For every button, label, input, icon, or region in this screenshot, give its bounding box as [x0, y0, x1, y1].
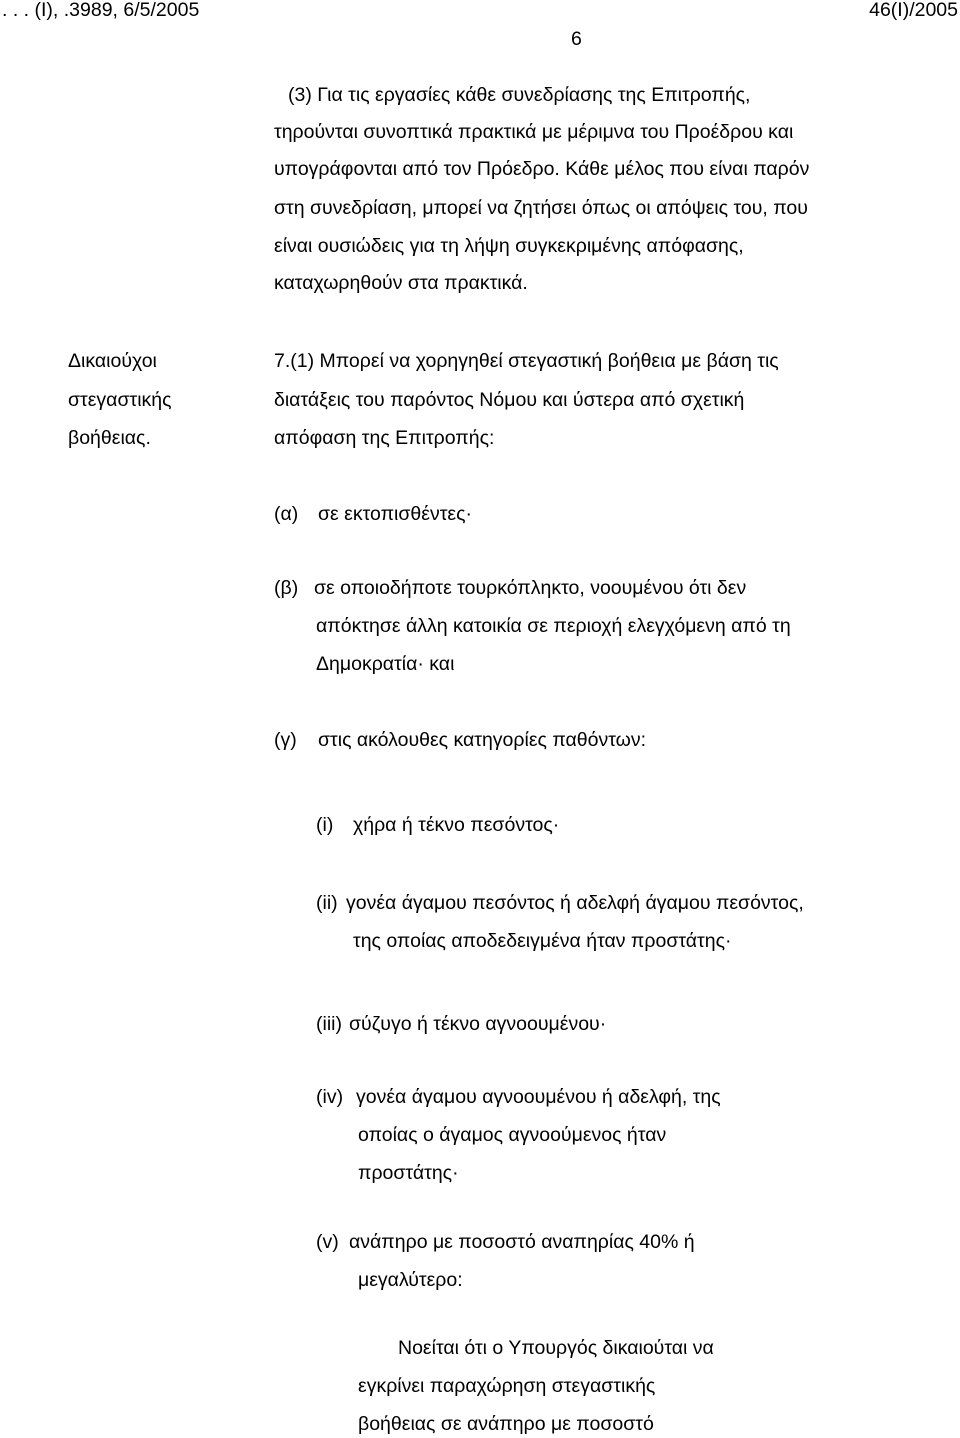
item-b-text: απόκτησε άλλη κατοικία σε περιοχή ελεγχόμενη από τη [316, 615, 791, 637]
item-a-text: σε εκτοπισθέντες· [318, 503, 472, 525]
item-g-text: στις ακόλουθες κατηγορίες παθόντων: [318, 729, 647, 751]
item-b-text: Δημοκρατία· και [316, 653, 455, 675]
margin-note-line: Δικαιούχοι [68, 350, 157, 372]
subsection-3-line: είναι ουσιώδεις για τη λήψη συγκεκριμένης απόφασης, [274, 235, 744, 257]
subitem-label-iv: (iv) [316, 1086, 344, 1108]
subsection-3-line: (3) Για τις εργασίες κάθε συνεδρίασης της Επιτροπής, [288, 84, 751, 106]
margin-note-line: βοήθειας. [68, 427, 151, 449]
subitem-i-text: χήρα ή τέκνο πεσόντος· [353, 814, 560, 836]
proviso-line: εγκρίνει παραχώρηση στεγαστικής [358, 1375, 656, 1397]
item-label-b: (β) [274, 577, 299, 599]
subitem-iii-text: σύζυγο ή τέκνο αγνοουμένου· [349, 1013, 607, 1035]
subitem-label-iii: (iii) [316, 1013, 342, 1035]
item-label-a: (α) [274, 503, 299, 525]
item-label-g: (γ) [274, 729, 297, 751]
margin-note-line: στεγαστικής [68, 389, 172, 411]
page-number: 6 [571, 28, 582, 50]
subitem-iv-text: προστάτης· [358, 1162, 459, 1184]
section-7-line: διατάξεις του παρόντος Νόμου και ύστερα από σχετική [274, 389, 745, 411]
proviso-line: Νοείται ότι ο Υπουργός δικαιούται να [398, 1337, 714, 1359]
subitem-v-text: μεγαλύτερο: [358, 1269, 463, 1291]
subitem-label-ii: (ii) [316, 892, 338, 914]
subitem-label-v: (v) [316, 1231, 339, 1253]
subitem-ii-text: γονέα άγαμου πεσόντος ή αδελφή άγαμου πεσόντος, [346, 892, 804, 914]
section-7-line: απόφαση της Επιτροπής: [274, 427, 495, 449]
proviso-line: βοήθειας σε ανάπηρο με ποσοστό [358, 1413, 654, 1435]
subitem-iv-text: οποίας ο άγαμος αγνοούμενος ήταν [358, 1124, 667, 1146]
subitem-ii-text: της οποίας αποδεδειγμένα ήταν προστάτης· [353, 930, 732, 952]
header-left: . . . (I), .3989, 6/5/2005 [2, 0, 200, 21]
subsection-3-line: υπογράφονται από τον Πρόεδρο. Κάθε μέλος που είναι παρόν [274, 158, 810, 180]
subitem-v-text: ανάπηρο με ποσοστό αναπηρίας 40% ή [349, 1231, 695, 1253]
subitem-label-i: (i) [316, 814, 334, 836]
subsection-3-line: καταχωρηθούν στα πρακτικά. [274, 272, 528, 294]
subsection-3-line: τηρούνται συνοπτικά πρακτικά με μέριμνα του Προέδρου και [274, 121, 794, 143]
subitem-iv-text: γονέα άγαμου αγνοουμένου ή αδελφή, της [356, 1086, 721, 1108]
subsection-3-line: στη συνεδρίαση, μπορεί να ζητήσει όπως οι απόψεις του, που [274, 197, 808, 219]
item-b-text: σε οποιοδήποτε τουρκόπληκτο, νοουμένου ότι δεν [314, 577, 747, 599]
header-right: 46(I)/2005 [869, 0, 958, 21]
section-7-line: 7.(1) Μπορεί να χορηγηθεί στεγαστική βοήθεια με βάση τις [274, 350, 779, 372]
